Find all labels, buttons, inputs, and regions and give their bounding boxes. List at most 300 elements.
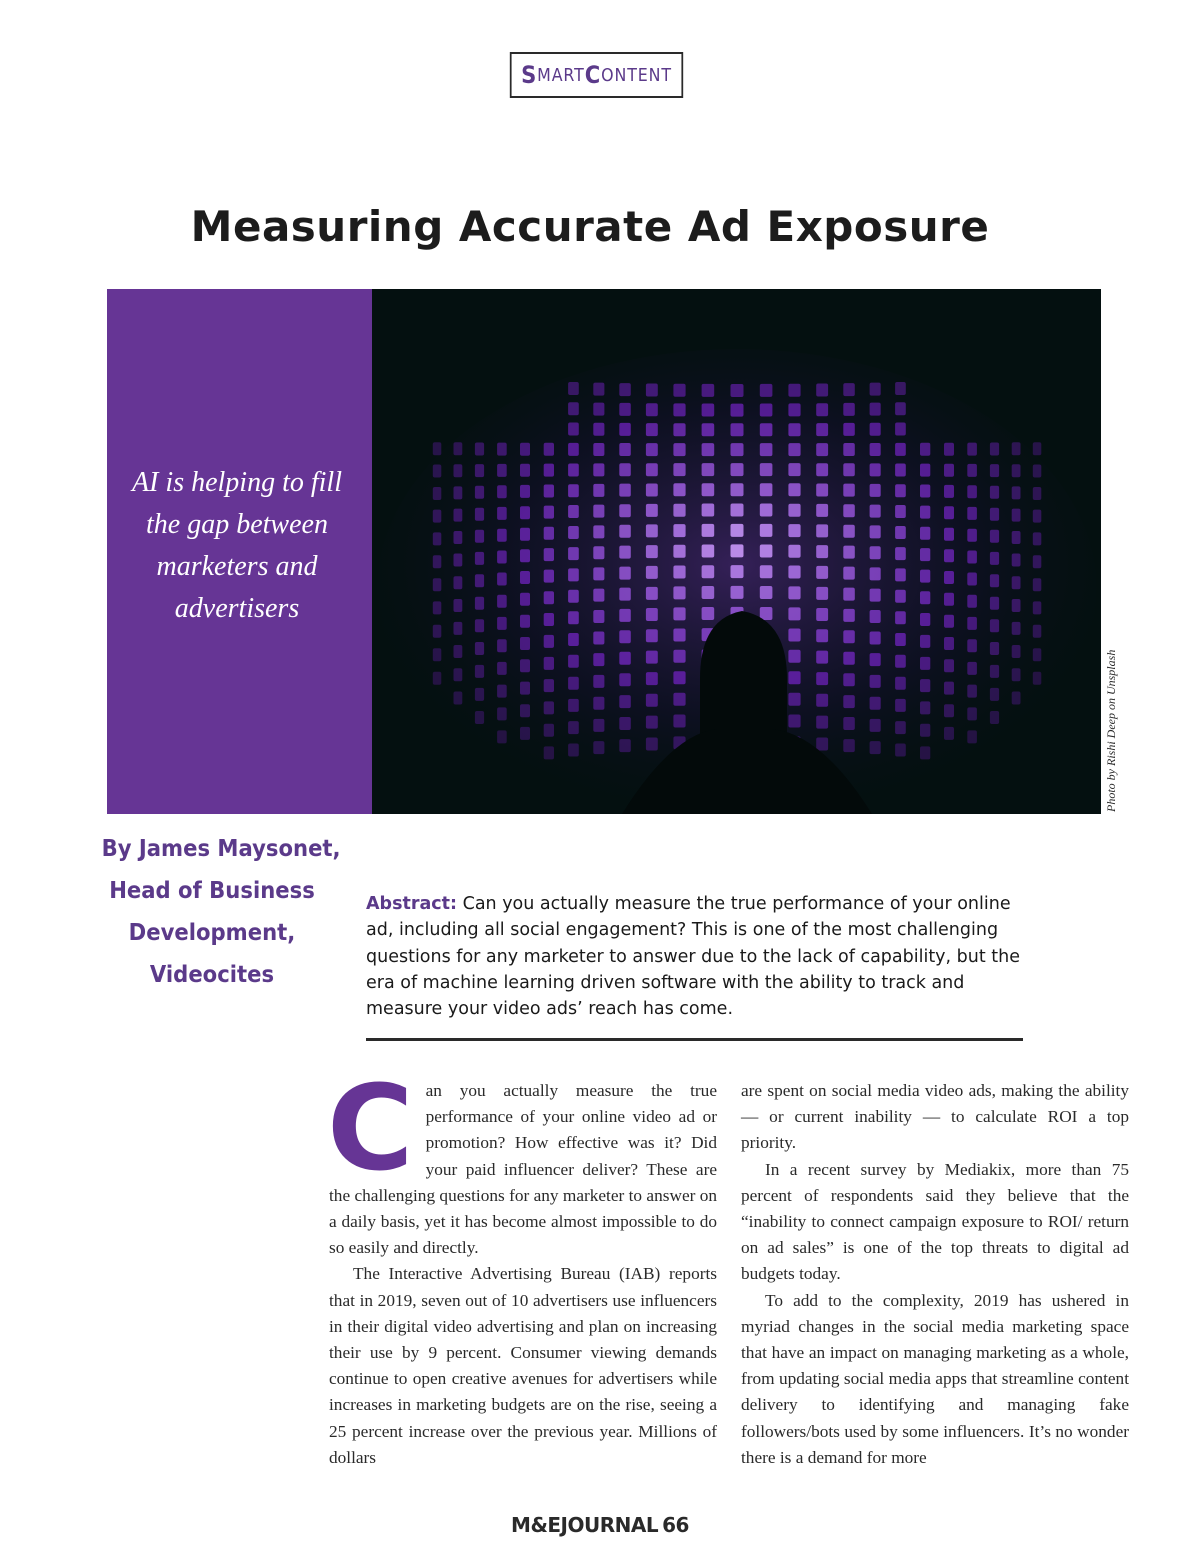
screen-tile [990, 619, 999, 632]
screen-tile [646, 738, 658, 751]
screen-tile [967, 529, 977, 542]
screen-tile [1012, 509, 1021, 522]
screen-tile [593, 463, 604, 476]
screen-tile [593, 423, 604, 436]
screen-tile [497, 573, 507, 586]
screen-tile [646, 423, 658, 436]
screen-tile [843, 609, 855, 622]
paragraph-5: To add to the complexity, 2019 has ushered in myriad changes in the social media marketing space that have an impact on managing marketing as a whole, from updating social media apps that streamline content delivery to identifying and managing fake followers/bots used by some influencers. It’s no wonder there is a demand for more [741, 1290, 1129, 1467]
screen-tile [990, 552, 999, 565]
screen-tile [544, 746, 554, 759]
screen-tile [967, 573, 977, 586]
screen-tile [967, 685, 977, 698]
screen-tile [920, 679, 930, 692]
screen-tile [475, 665, 484, 678]
screen-tile [788, 463, 800, 476]
screen-tile [702, 423, 715, 436]
screen-tile [920, 485, 930, 498]
screen-tile [816, 672, 828, 685]
screen-tile [593, 653, 604, 666]
screen-tile [619, 525, 631, 538]
screen-tile [731, 463, 744, 476]
screen-tile [731, 423, 744, 436]
screen-tile [990, 486, 999, 499]
hero-illustration [372, 289, 1101, 814]
screen-tile [1033, 672, 1042, 685]
screen-tile [843, 546, 855, 559]
screen-tile [788, 423, 800, 436]
screen-tile [593, 525, 604, 538]
screen-tile [646, 716, 658, 729]
screen-tile [646, 545, 658, 558]
screen-tile [568, 402, 579, 415]
screen-tile [568, 611, 579, 624]
screen-tile [788, 586, 800, 599]
screen-tile [760, 483, 773, 496]
screen-tile [816, 403, 828, 416]
screen-tile [967, 730, 977, 743]
screen-tile [520, 571, 530, 584]
screen-tile [1033, 442, 1042, 455]
screen-tile [1012, 692, 1021, 705]
screen-tile [788, 566, 800, 579]
screen-tile [568, 423, 579, 436]
screen-tile [544, 657, 554, 670]
section-word-2: ONTENT [601, 64, 672, 86]
publication-name: M&EJOURNAL [511, 1513, 659, 1537]
screen-tile [870, 546, 881, 559]
screen-tile [1012, 576, 1021, 589]
screen-tile [454, 509, 463, 522]
screen-tile [944, 682, 954, 695]
screen-tile [760, 586, 773, 599]
screen-tile [568, 484, 579, 497]
screen-tile [593, 383, 604, 396]
photo-credit: Photo by Rishi Deep on Unsplash [1104, 649, 1118, 812]
screen-tile [497, 662, 507, 675]
screen-tile [816, 629, 828, 642]
section-word-1: MART [537, 64, 585, 86]
screen-tile [944, 659, 954, 672]
screen-tile [673, 671, 685, 684]
screen-tile [788, 443, 800, 456]
screen-tile [760, 545, 773, 558]
screen-tile [619, 383, 631, 396]
screen-tile [497, 464, 507, 477]
screen-tile [568, 382, 579, 395]
screen-tile [816, 545, 828, 558]
screen-tile [673, 504, 685, 517]
screen-tile [870, 383, 881, 396]
screen-tile [870, 610, 881, 623]
screen-tile [895, 402, 906, 415]
screen-tile [646, 566, 658, 579]
screen-tile [544, 635, 554, 648]
byline-company: Videocites [149, 962, 275, 988]
screen-tile [843, 484, 855, 497]
screen-tile [454, 645, 463, 658]
screen-tile [895, 382, 906, 395]
screen-tile [967, 507, 977, 520]
page-number: 66 [662, 1513, 689, 1537]
screen-tile [990, 642, 999, 655]
screen-tile [788, 545, 800, 558]
screen-tile [967, 595, 977, 608]
screen-tile [619, 546, 631, 559]
screen-tile [520, 704, 530, 717]
screen-tile [920, 613, 930, 626]
screen-tile [593, 719, 604, 732]
screen-tile [967, 662, 977, 675]
screen-tile [1012, 442, 1021, 455]
screen-tile [870, 443, 881, 456]
screen-tile [990, 688, 999, 701]
drop-cap: C [327, 1059, 414, 1197]
screen-tile [673, 715, 685, 728]
screen-tile [646, 629, 658, 642]
screen-tile [788, 504, 800, 517]
screen-tile [646, 651, 658, 664]
screen-tile [673, 586, 685, 599]
screen-tile [967, 617, 977, 630]
screen-tile [497, 485, 507, 498]
screen-tile [1033, 487, 1042, 500]
screen-tile [433, 672, 442, 685]
screen-tile [870, 697, 881, 710]
screen-tile [895, 677, 906, 690]
screen-tile [520, 528, 530, 541]
screen-tile [520, 615, 530, 628]
screen-tile [475, 443, 484, 456]
screen-tile [895, 547, 906, 560]
screen-tile [760, 504, 773, 517]
screen-tile [870, 423, 881, 436]
screen-tile [568, 744, 579, 757]
screen-tile [843, 717, 855, 730]
body-column-1 [327, 1059, 717, 1471]
screen-tile [731, 524, 744, 537]
screen-tile [702, 565, 715, 578]
screen-tile [433, 532, 442, 545]
screen-tile [870, 589, 881, 602]
screen-tile [593, 505, 604, 518]
screen-tile [433, 465, 442, 478]
screen-tile [944, 485, 954, 498]
screen-tile [475, 552, 484, 565]
screen-tile [544, 485, 554, 498]
screen-tile [497, 507, 507, 520]
screen-tile [646, 608, 658, 621]
screen-tile [475, 530, 484, 543]
screen-tile [454, 668, 463, 681]
screen-tile [895, 526, 906, 539]
screen-tile [646, 443, 658, 456]
screen-tile [731, 443, 744, 456]
screen-tile [497, 617, 507, 630]
body-column-2 [741, 1078, 1129, 1471]
screen-tile [1012, 464, 1021, 477]
screen-tile [454, 576, 463, 589]
screen-tile [870, 484, 881, 497]
screen-tile [454, 554, 463, 567]
screen-tile [816, 524, 828, 537]
screen-tile [593, 484, 604, 497]
screen-tile [816, 738, 828, 751]
screen-tile [497, 595, 507, 608]
screen-tile [544, 527, 554, 540]
screen-tile [843, 504, 855, 517]
paragraph-1: an you actually measure the true performance of your online video ad or promotion? How effective was it? Did your paid influencer deliver? These are the challenging questions for any marketer to answer on a daily basis, yet it has become almost impossible to do so easily and directly. [329, 1081, 717, 1258]
screen-tile [619, 739, 631, 752]
screen-tile [497, 707, 507, 720]
screen-tile [788, 650, 800, 663]
screen-tile [731, 384, 744, 397]
screen-tile [920, 527, 930, 540]
screen-tile [568, 655, 579, 668]
screen-tile [433, 648, 442, 661]
screen-tile [475, 508, 484, 521]
screen-tile [568, 677, 579, 690]
screen-tile [520, 443, 530, 456]
screen-tile [760, 443, 773, 456]
screen-tile [920, 464, 930, 477]
screen-tile [454, 442, 463, 455]
screen-tile [920, 443, 930, 456]
screen-tile [731, 565, 744, 578]
screen-tile [1033, 465, 1042, 478]
screen-tile [619, 695, 631, 708]
screen-tile [544, 443, 554, 456]
screen-tile [475, 711, 484, 724]
screen-tile [619, 504, 631, 517]
screen-tile [788, 524, 800, 537]
screen-tile [646, 504, 658, 517]
screen-tile [870, 463, 881, 476]
screen-tile [544, 506, 554, 519]
screen-tile [788, 403, 800, 416]
screen-tile [944, 443, 954, 456]
screen-tile [788, 671, 800, 684]
screen-tile [843, 525, 855, 538]
screen-tile [1012, 668, 1021, 681]
screen-tile [433, 601, 442, 614]
screen-tile [895, 443, 906, 456]
screen-tile [433, 487, 442, 500]
screen-tile [619, 443, 631, 456]
screen-tile [816, 587, 828, 600]
screen-tile [760, 463, 773, 476]
screen-tile [544, 591, 554, 604]
screen-tile [760, 404, 773, 417]
screen-tile [816, 443, 828, 456]
screen-tile [497, 443, 507, 456]
screen-tile [646, 694, 658, 707]
screen-tile [816, 463, 828, 476]
screen-tile [593, 632, 604, 645]
abstract-label: Abstract: [366, 894, 458, 914]
screen-tile [816, 566, 828, 579]
screen-tile [843, 463, 855, 476]
screen-tile [433, 510, 442, 523]
screen-tile [646, 463, 658, 476]
screen-tile [870, 719, 881, 732]
screen-tile [520, 682, 530, 695]
byline-title-1: Head of Business [109, 878, 315, 904]
screen-tile [568, 699, 579, 712]
screen-tile [990, 464, 999, 477]
screen-tile [619, 630, 631, 643]
screen-tile [544, 724, 554, 737]
screen-tile [593, 403, 604, 416]
screen-tile [619, 717, 631, 730]
screen-tile [895, 721, 906, 734]
screen-tile [843, 443, 855, 456]
screen-tile [1033, 601, 1042, 614]
section-initial-c: C [584, 61, 602, 89]
screen-tile [895, 590, 906, 603]
screen-tile [619, 567, 631, 580]
article-title: Measuring Accurate Ad Exposure [190, 202, 990, 251]
screen-tile [895, 699, 906, 712]
screen-tile [870, 505, 881, 518]
screen-tile [702, 483, 715, 496]
screen-tile [990, 530, 999, 543]
screen-tile [646, 384, 658, 397]
screen-tile [967, 485, 977, 498]
screen-tile [760, 423, 773, 436]
screen-tile [544, 701, 554, 714]
screen-tile [593, 567, 604, 580]
section-tag [510, 52, 683, 98]
screen-tile [475, 619, 484, 632]
screen-tile [731, 404, 744, 417]
screen-tile [967, 551, 977, 564]
screen-tile [673, 524, 685, 537]
screen-tile [944, 571, 954, 584]
screen-tile [475, 574, 484, 587]
screen-tile [520, 659, 530, 672]
screen-tile [454, 486, 463, 499]
paragraph-2: The Interactive Advertising Bureau (IAB) reports that in 2019, seven out of 10 advertisers use influencers in their digital video advertising and plan on increasing their use by 9 percent. Consumer viewing demands continue to open creative avenues for advertisers while increases in marketing budgets are on the rise, seeing a 25 percent increase over the previous year. Millions of dollars [329, 1264, 717, 1467]
byline-author: By James Maysonet, [101, 836, 341, 862]
screen-tile [920, 591, 930, 604]
screen-tile [843, 423, 855, 436]
screen-tile [646, 587, 658, 600]
screen-tile [895, 484, 906, 497]
screen-tile [816, 423, 828, 436]
paragraph-3: are spent on social media video ads, making the ability — or current inability — to calculate ROI a top priority. [741, 1081, 1129, 1153]
screen-tile [433, 442, 442, 455]
screen-tile [944, 615, 954, 628]
screen-tile [870, 567, 881, 580]
screen-tile [702, 504, 715, 517]
screen-tile [1033, 578, 1042, 591]
screen-tile [895, 655, 906, 668]
screen-tile [920, 724, 930, 737]
screen-tile [568, 526, 579, 539]
screen-tile [920, 701, 930, 714]
screen-tile [702, 586, 715, 599]
screen-tile [843, 567, 855, 580]
screen-tile [619, 652, 631, 665]
screen-tile [1033, 555, 1042, 568]
screen-tile [646, 524, 658, 537]
screen-tile [788, 607, 800, 620]
screen-tile [619, 484, 631, 497]
paragraph-4: In a recent survey by Mediakix, more than 75 percent of respondents said they believe that the “inability to connect campaign exposure to ROI/ return on ad sales” is one of the top threats to digital ad budgets today. [741, 1159, 1129, 1284]
screen-tile [895, 744, 906, 757]
screen-tile [454, 599, 463, 612]
screen-tile [673, 483, 685, 496]
screen-tile [920, 548, 930, 561]
screen-tile [895, 611, 906, 624]
byline [101, 828, 341, 996]
screen-tile [646, 672, 658, 685]
screen-tile [475, 688, 484, 701]
screen-tile [593, 610, 604, 623]
screen-tile [593, 589, 604, 602]
screen-tile [568, 443, 579, 456]
screen-tile [619, 673, 631, 686]
screen-tile [895, 633, 906, 646]
hero-image [372, 289, 1101, 814]
screen-tile [673, 423, 685, 436]
screen-tile [944, 549, 954, 562]
screen-tile [843, 695, 855, 708]
screen-tile [673, 463, 685, 476]
screen-tile [454, 692, 463, 705]
screen-tile [816, 716, 828, 729]
screen-tile [1033, 532, 1042, 545]
screen-tile [843, 652, 855, 665]
screen-tile [843, 403, 855, 416]
screen-tile [870, 525, 881, 538]
screen-tile [593, 443, 604, 456]
abstract-text: Can you actually measure the true performance of your online ad, including all social engagement? This is one of the most challenging questions for any marketer to answer due to the lack of capability, but the era of machine learning driven software with the ability to track and measure your video ads’ reach has come. [366, 894, 1021, 1020]
screen-tile [788, 715, 800, 728]
screen-tile [1012, 645, 1021, 658]
screen-tile [731, 544, 744, 557]
section-initial-s: S [521, 61, 538, 89]
screen-tile [967, 443, 977, 456]
screen-tile [788, 629, 800, 642]
screen-tile [475, 597, 484, 610]
screen-tile [619, 588, 631, 601]
screen-tile [944, 727, 954, 740]
screen-tile [433, 578, 442, 591]
screen-tile [990, 597, 999, 610]
screen-tile [702, 545, 715, 558]
screen-tile [816, 504, 828, 517]
screen-tile [520, 549, 530, 562]
screen-tile [702, 443, 715, 456]
screen-tile [673, 403, 685, 416]
screen-tile [944, 464, 954, 477]
screen-tile [990, 443, 999, 456]
screen-tile [843, 673, 855, 686]
screen-tile [520, 485, 530, 498]
screen-tile [731, 586, 744, 599]
screen-tile [520, 506, 530, 519]
screen-tile [619, 423, 631, 436]
screen-tile [870, 675, 881, 688]
screen-tile [673, 566, 685, 579]
screen-tile [944, 506, 954, 519]
screen-tile [475, 642, 484, 655]
screen-tile [673, 545, 685, 558]
screen-tile [920, 657, 930, 670]
screen-tile [816, 651, 828, 664]
